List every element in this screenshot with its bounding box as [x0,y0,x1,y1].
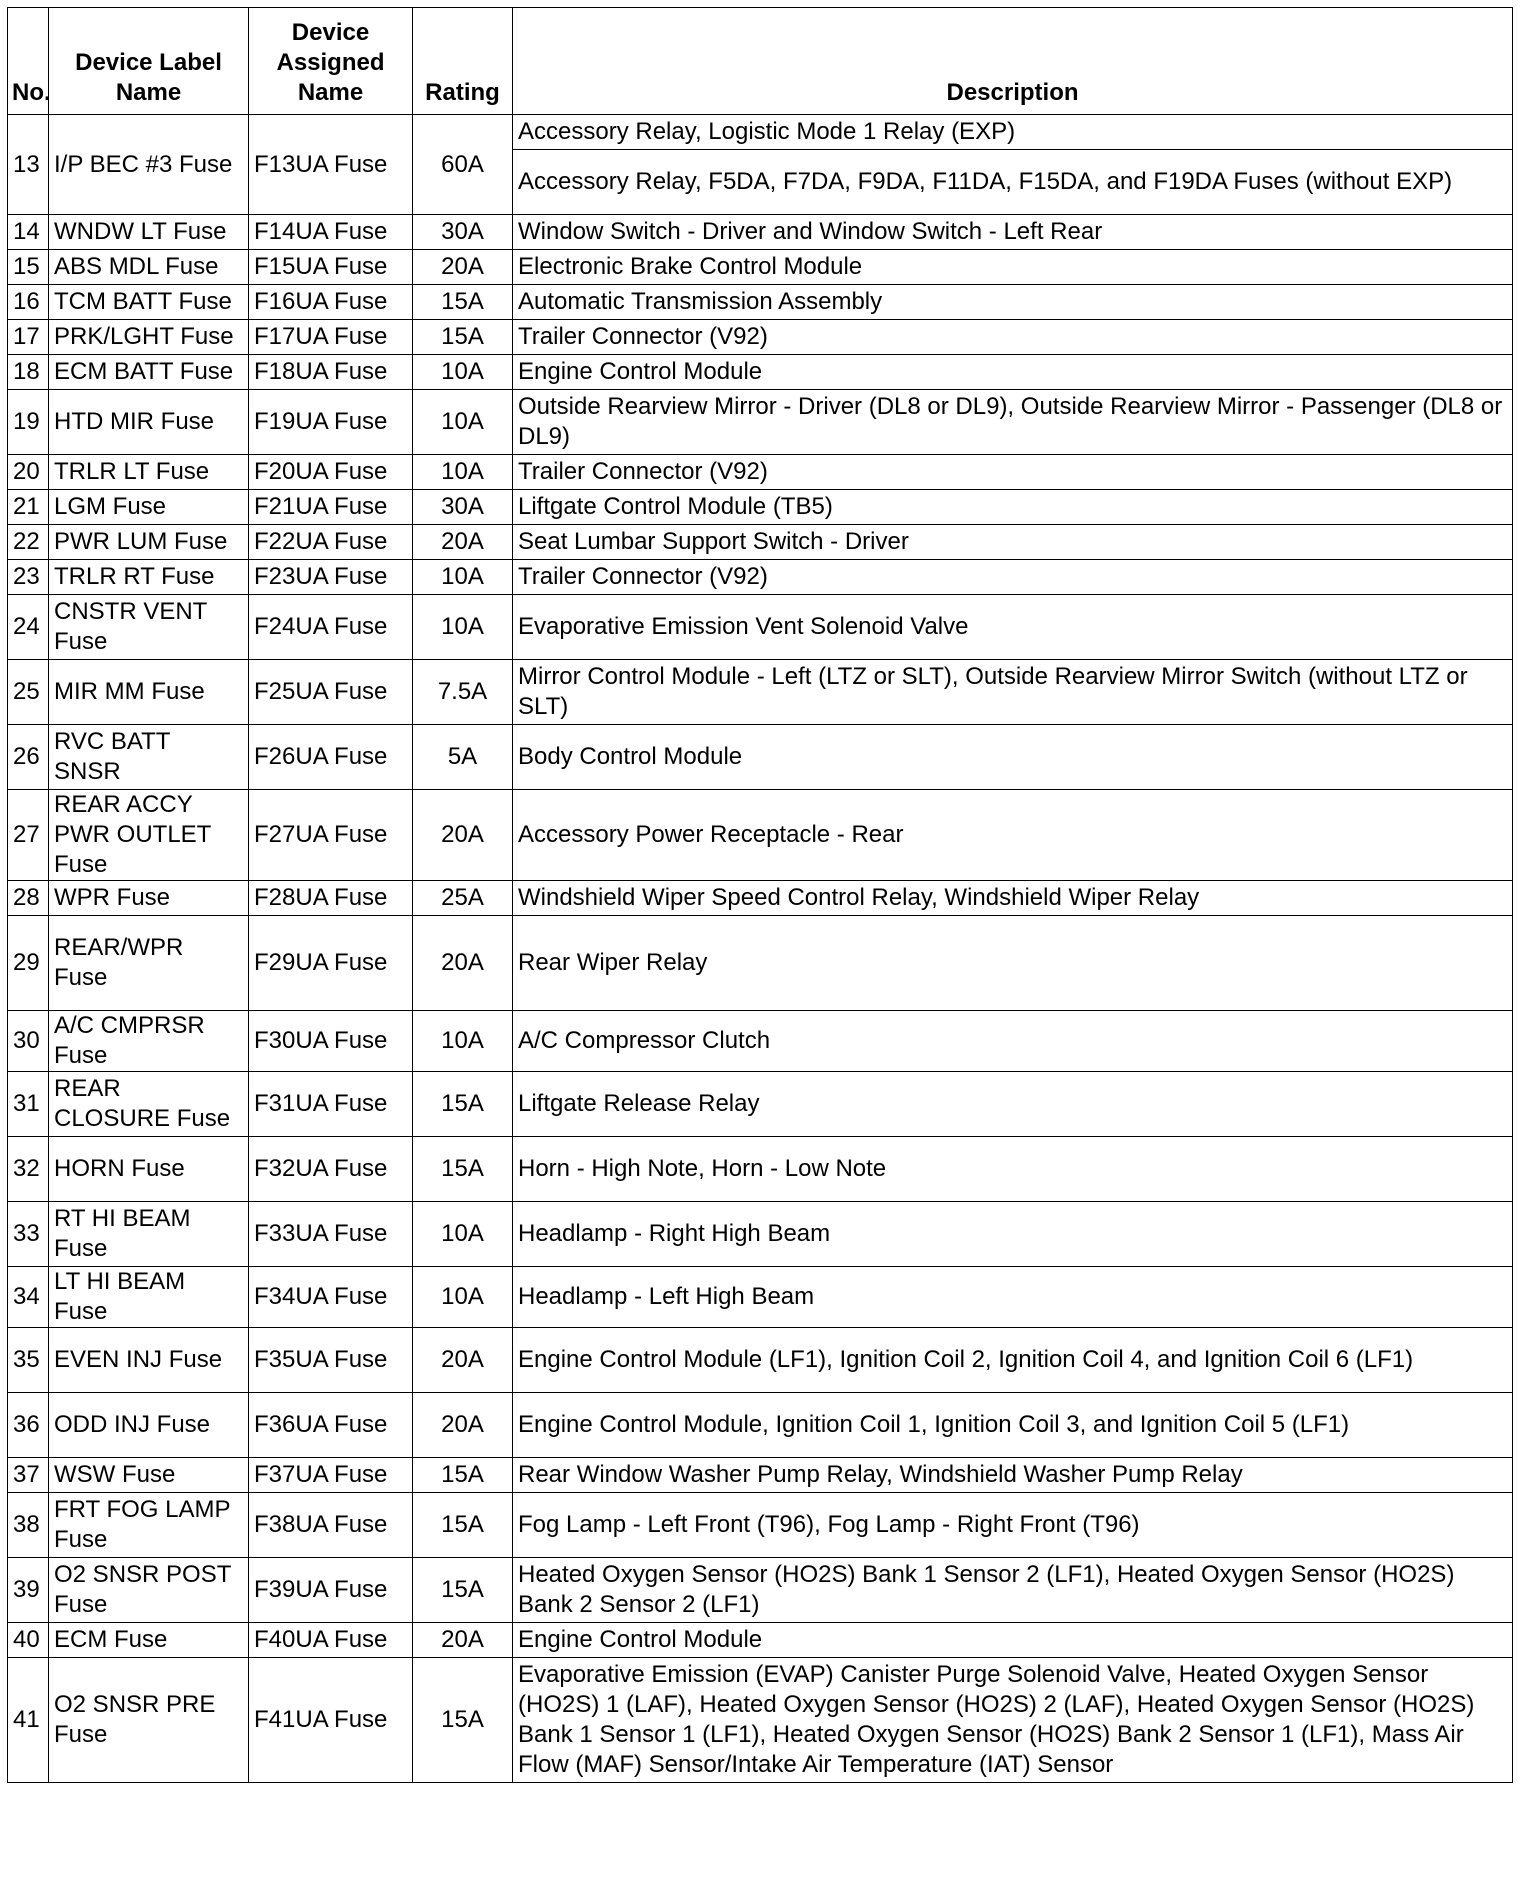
cell-no: 16 [8,285,49,320]
cell-no: 40 [8,1623,49,1658]
cell-device-label-name: WNDW LT Fuse [49,215,249,250]
cell-description: Rear Wiper Relay [513,916,1513,1011]
cell-rating: 20A [413,916,513,1011]
cell-device-assigned-name: F27UA Fuse [249,790,413,881]
cell-device-assigned-name: F24UA Fuse [249,595,413,660]
table-row [8,660,1513,725]
cell-device-label-name: TRLR RT Fuse [49,560,249,595]
cell-device-assigned-name: F16UA Fuse [249,285,413,320]
cell-no: 31 [8,1072,49,1137]
cell-no: 15 [8,250,49,285]
cell-description: Automatic Transmission Assembly [513,285,1513,320]
cell-no: 17 [8,320,49,355]
cell-device-label-name: O2 SNSR POST Fuse [49,1558,249,1623]
cell-device-assigned-name: F22UA Fuse [249,525,413,560]
cell-description: Outside Rearview Mirror - Driver (DL8 or DL9), Outside Rearview Mirror - Passenger (DL8 or DL9) [513,390,1513,455]
table-row [8,525,1513,560]
cell-no: 32 [8,1137,49,1202]
table-row [8,1137,1513,1202]
cell-device-label-name: LGM Fuse [49,490,249,525]
cell-no: 19 [8,390,49,455]
table-row [8,1493,1513,1558]
cell-no: 36 [8,1393,49,1458]
cell-device-label-name: REAR/WPR Fuse [49,916,249,1011]
cell-no: 14 [8,215,49,250]
cell-rating: 10A [413,355,513,390]
cell-device-assigned-name: F33UA Fuse [249,1202,413,1267]
table-row [8,1267,1513,1328]
table-row [8,725,1513,790]
cell-device-assigned-name: F25UA Fuse [249,660,413,725]
cell-device-assigned-name: F26UA Fuse [249,725,413,790]
cell-device-assigned-name: F41UA Fuse [249,1658,413,1783]
cell-device-assigned-name: F18UA Fuse [249,355,413,390]
cell-device-label-name: ABS MDL Fuse [49,250,249,285]
cell-rating: 15A [413,1558,513,1623]
table-row [8,1393,1513,1458]
cell-device-assigned-name: F20UA Fuse [249,455,413,490]
cell-device-label-name: LT HI BEAM Fuse [49,1267,249,1328]
header-description: Description [513,8,1513,115]
cell-device-label-name: MIR MM Fuse [49,660,249,725]
table-row [8,355,1513,390]
cell-device-assigned-name: F40UA Fuse [249,1623,413,1658]
table-row [8,1202,1513,1267]
cell-device-assigned-name: F14UA Fuse [249,215,413,250]
cell-no: 25 [8,660,49,725]
cell-device-label-name: TRLR LT Fuse [49,455,249,490]
cell-description: Engine Control Module [513,355,1513,390]
cell-rating: 20A [413,250,513,285]
cell-no: 23 [8,560,49,595]
cell-rating: 20A [413,525,513,560]
cell-device-label-name: WSW Fuse [49,1458,249,1493]
cell-description: Trailer Connector (V92) [513,320,1513,355]
cell-rating: 30A [413,490,513,525]
table-row [8,455,1513,490]
cell-device-label-name: TCM BATT Fuse [49,285,249,320]
cell-description: Fog Lamp - Left Front (T96), Fog Lamp - Right Front (T96) [513,1493,1513,1558]
cell-rating: 10A [413,1202,513,1267]
cell-rating: 10A [413,1011,513,1072]
cell-device-assigned-name: F35UA Fuse [249,1328,413,1393]
cell-rating: 5A [413,725,513,790]
cell-description: Seat Lumbar Support Switch - Driver [513,525,1513,560]
table-row [8,1011,1513,1072]
cell-no: 41 [8,1658,49,1783]
cell-device-assigned-name: F19UA Fuse [249,390,413,455]
cell-device-label-name: PRK/LGHT Fuse [49,320,249,355]
cell-rating: 30A [413,215,513,250]
cell-device-label-name: HORN Fuse [49,1137,249,1202]
cell-description: Heated Oxygen Sensor (HO2S) Bank 1 Sensor 2 (LF1), Heated Oxygen Sensor (HO2S) Bank 2 Sensor 2 (LF1) [513,1558,1513,1623]
cell-description: Accessory Power Receptacle - Rear [513,790,1513,881]
cell-device-assigned-name: F23UA Fuse [249,560,413,595]
cell-description: Accessory Relay, F5DA, F7DA, F9DA, F11DA, F15DA, and F19DA Fuses (without EXP) [513,150,1513,215]
cell-device-assigned-name: F30UA Fuse [249,1011,413,1072]
cell-description: Horn - High Note, Horn - Low Note [513,1137,1513,1202]
cell-device-assigned-name: F29UA Fuse [249,916,413,1011]
cell-description: Body Control Module [513,725,1513,790]
header-device-assigned-name: Device Assigned Name [249,8,413,115]
cell-rating: 15A [413,1072,513,1137]
cell-device-assigned-name: F17UA Fuse [249,320,413,355]
cell-no: 30 [8,1011,49,1072]
table-row [8,790,1513,881]
cell-rating: 15A [413,1493,513,1558]
cell-device-label-name: I/P BEC #3 Fuse [49,115,249,215]
cell-device-assigned-name: F37UA Fuse [249,1458,413,1493]
cell-device-assigned-name: F36UA Fuse [249,1393,413,1458]
cell-device-assigned-name: F13UA Fuse [249,115,413,215]
cell-rating: 15A [413,1658,513,1783]
cell-device-label-name: RT HI BEAM Fuse [49,1202,249,1267]
cell-description: Engine Control Module [513,1623,1513,1658]
cell-no: 29 [8,916,49,1011]
cell-no: 39 [8,1558,49,1623]
cell-rating: 10A [413,1267,513,1328]
table-row [8,560,1513,595]
cell-rating: 15A [413,1458,513,1493]
table-header-row [8,8,1513,115]
cell-device-assigned-name: F28UA Fuse [249,881,413,916]
table-row [8,595,1513,660]
cell-description: Engine Control Module (LF1), Ignition Coil 2, Ignition Coil 4, and Ignition Coil 6 (LF1) [513,1328,1513,1393]
cell-description: Headlamp - Left High Beam [513,1267,1513,1328]
header-rating: Rating [413,8,513,115]
cell-device-label-name: CNSTR VENT Fuse [49,595,249,660]
header-no: No. [8,8,49,115]
cell-rating: 20A [413,1393,513,1458]
cell-device-label-name: ECM Fuse [49,1623,249,1658]
cell-device-label-name: A/C CMPRSR Fuse [49,1011,249,1072]
cell-device-assigned-name: F32UA Fuse [249,1137,413,1202]
cell-description: Evaporative Emission (EVAP) Canister Purge Solenoid Valve, Heated Oxygen Sensor (HO2S) 1 (LAF), Heated Oxygen Sensor (HO2S) 2 (LAF), Heated Oxygen Sensor (HO2S) Bank 1 Sensor 1 (LF1), Heated Oxygen Sensor (HO2S) Bank 2 Sensor 1 (LF1), Mass Air Flow (MAF) Sensor/Intake Air Temperature (IAT) Sensor [513,1658,1513,1783]
cell-device-label-name: HTD MIR Fuse [49,390,249,455]
cell-rating: 20A [413,790,513,881]
cell-no: 35 [8,1328,49,1393]
cell-rating: 60A [413,115,513,215]
cell-rating: 7.5A [413,660,513,725]
cell-device-label-name: O2 SNSR PRE Fuse [49,1658,249,1783]
cell-no: 33 [8,1202,49,1267]
table-row [8,1623,1513,1658]
cell-rating: 20A [413,1623,513,1658]
cell-no: 22 [8,525,49,560]
cell-rating: 10A [413,595,513,660]
cell-description: Engine Control Module, Ignition Coil 1, Ignition Coil 3, and Ignition Coil 5 (LF1) [513,1393,1513,1458]
table-row [8,1658,1513,1783]
table-row [8,490,1513,525]
cell-rating: 20A [413,1328,513,1393]
cell-device-label-name: ECM BATT Fuse [49,355,249,390]
cell-no: 26 [8,725,49,790]
cell-rating: 10A [413,390,513,455]
cell-description: A/C Compressor Clutch [513,1011,1513,1072]
cell-rating: 25A [413,881,513,916]
cell-description: Headlamp - Right High Beam [513,1202,1513,1267]
cell-description: Accessory Relay, Logistic Mode 1 Relay (EXP) [513,115,1513,150]
table-row [8,250,1513,285]
cell-rating: 15A [413,285,513,320]
table-row [8,1558,1513,1623]
cell-rating: 10A [413,560,513,595]
cell-no: 13 [8,115,49,215]
cell-no: 38 [8,1493,49,1558]
cell-description: Electronic Brake Control Module [513,250,1513,285]
cell-device-label-name: PWR LUM Fuse [49,525,249,560]
cell-no: 20 [8,455,49,490]
cell-no: 34 [8,1267,49,1328]
cell-device-label-name: FRT FOG LAMP Fuse [49,1493,249,1558]
header-device-label-name: Device Label Name [49,8,249,115]
cell-no: 28 [8,881,49,916]
cell-description: Trailer Connector (V92) [513,455,1513,490]
cell-description: Liftgate Control Module (TB5) [513,490,1513,525]
cell-description: Evaporative Emission Vent Solenoid Valve [513,595,1513,660]
table-row [8,1328,1513,1393]
cell-description: Windshield Wiper Speed Control Relay, Windshield Wiper Relay [513,881,1513,916]
cell-rating: 10A [413,455,513,490]
table-row [8,390,1513,455]
cell-device-label-name: WPR Fuse [49,881,249,916]
table-row [8,881,1513,916]
table-row [8,916,1513,1011]
cell-device-assigned-name: F21UA Fuse [249,490,413,525]
cell-device-label-name: ODD INJ Fuse [49,1393,249,1458]
cell-device-label-name: REAR ACCY PWR OUTLET Fuse [49,790,249,881]
cell-description: Liftgate Release Relay [513,1072,1513,1137]
cell-device-assigned-name: F38UA Fuse [249,1493,413,1558]
cell-no: 24 [8,595,49,660]
cell-no: 18 [8,355,49,390]
cell-rating: 15A [413,320,513,355]
cell-device-assigned-name: F34UA Fuse [249,1267,413,1328]
fuse-table-container [7,7,1512,1783]
cell-device-assigned-name: F39UA Fuse [249,1558,413,1623]
cell-description: Rear Window Washer Pump Relay, Windshield Washer Pump Relay [513,1458,1513,1493]
table-row [8,1072,1513,1137]
cell-description: Window Switch - Driver and Window Switch - Left Rear [513,215,1513,250]
table-row [8,115,1513,150]
table-body [8,115,1513,1783]
cell-device-label-name: EVEN INJ Fuse [49,1328,249,1393]
cell-no: 21 [8,490,49,525]
table-row [8,215,1513,250]
cell-description: Mirror Control Module - Left (LTZ or SLT), Outside Rearview Mirror Switch (without LTZ or SLT) [513,660,1513,725]
cell-device-label-name: RVC BATT SNSR [49,725,249,790]
cell-device-assigned-name: F31UA Fuse [249,1072,413,1137]
cell-rating: 15A [413,1137,513,1202]
cell-description: Trailer Connector (V92) [513,560,1513,595]
cell-no: 27 [8,790,49,881]
cell-device-assigned-name: F15UA Fuse [249,250,413,285]
cell-device-label-name: REAR CLOSURE Fuse [49,1072,249,1137]
fuse-table [7,7,1513,1783]
table-row [8,1458,1513,1493]
cell-no: 37 [8,1458,49,1493]
table-row [8,320,1513,355]
table-row [8,285,1513,320]
